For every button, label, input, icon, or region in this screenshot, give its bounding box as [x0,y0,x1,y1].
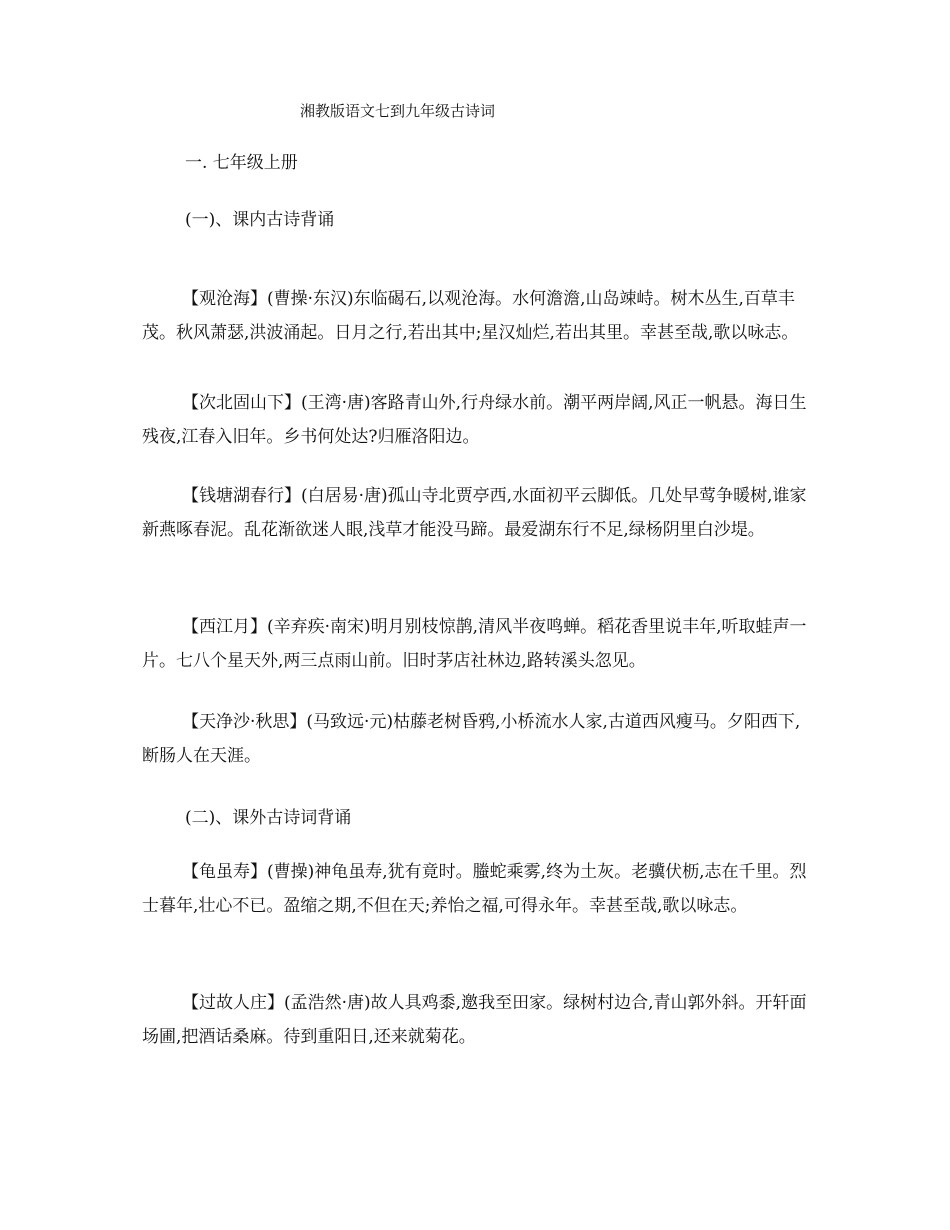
document-title: 湘教版语文七到九年级古诗词 [300,102,496,120]
poem-body: (王湾·唐)客路青山外,行舟绿水前。潮平两岸阔,风正一帆悬。海日生残夜,江春入旧年。乡书何处达?归雁洛阳边。 [142,393,807,447]
poem-guan-cang-hai [142,282,814,350]
poem-title: 【钱塘湖春行】 [182,486,301,506]
subsection-heading-in-class: (一)、课内古诗背诵 [185,210,335,230]
poem-title: 【次北固山下】 [182,393,301,413]
poem-body: (曹操·东汉)东临碣石,以观沧海。水何澹澹,山岛竦峙。树木丛生,百草丰茂。秋风萧瑟,洪波涌起。日月之行,若出其中;星汉灿烂,若出其里。幸甚至哉,歌以咏志。 [142,289,799,343]
poem-tian-jing-sha-qiu-si [142,705,814,773]
poem-body: (白居易·唐)孤山寺北贾亭西,水面初平云脚低。几处早莺争暖树,谁家新燕啄春泥。乱花渐欲迷人眼,浅草才能没马蹄。最爱湖东行不足,绿杨阴里白沙堤。 [142,486,807,540]
poem-gui-sui-shou [142,855,814,923]
poem-ci-bei-gu-shan-xia [142,386,814,454]
poem-body: (辛弃疾·南宋)明月别枝惊鹊,清风半夜鸣蝉。稻花香里说丰年,听取蛙声一片。七八个星天外,两三点雨山前。旧时茅店社林边,路转溪头忽见。 [142,617,807,671]
poem-title: 【西江月】 [182,617,267,637]
poem-title: 【天净沙·秋思】 [182,712,307,732]
poem-body: (曹操)神龟虽寿,犹有竟时。螣蛇乘雾,终为土灰。老骥伏枥,志在千里。烈士暮年,壮心不已。盈缩之期,不但在天;养怡之福,可得永年。幸甚至哉,歌以咏志。 [142,862,807,916]
section-heading: 一. 七年级上册 [185,153,298,173]
poem-guo-gu-ren-zhuang [142,986,814,1054]
poem-body: (马致远·元)枯藤老树昏鸦,小桥流水人家,古道西风瘦马。夕阳西下,断肠人在天涯。 [142,712,801,766]
poem-qian-tang-hu-chun-xing [142,479,814,547]
poem-title: 【观沧海】 [182,289,267,309]
poem-xi-jiang-yue [142,610,814,678]
subsection-heading-extracurricular: (二)、课外古诗词背诵 [185,808,352,828]
poem-title: 【过故人庄】 [182,993,284,1013]
poem-title: 【龟虽寿】 [182,862,267,882]
poem-body: (孟浩然·唐)故人具鸡黍,邀我至田家。绿树村边合,青山郭外斜。开轩面场圃,把酒话桑麻。待到重阳日,还来就菊花。 [142,993,807,1047]
